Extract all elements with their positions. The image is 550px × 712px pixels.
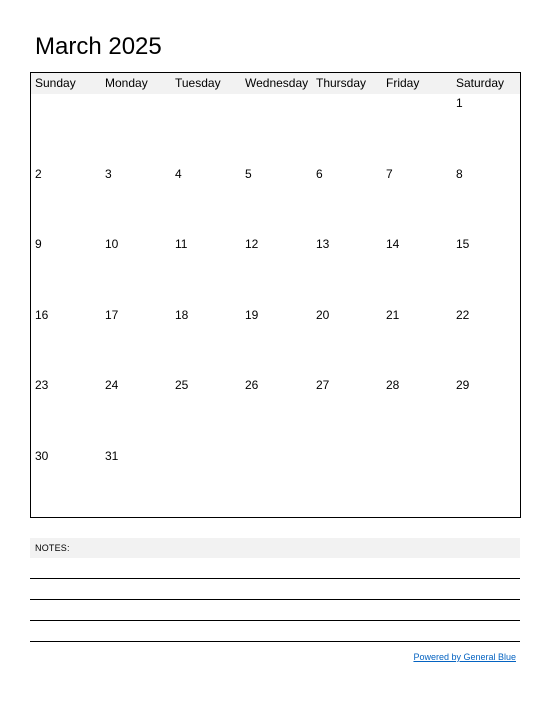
day-cell — [241, 378, 311, 448]
day-cell — [312, 96, 382, 166]
notes-line — [30, 641, 520, 642]
day-cell — [171, 308, 241, 378]
weekday-wednesday: Wednesday — [245, 76, 309, 90]
day-cell — [31, 449, 101, 519]
day-number: 4 — [175, 167, 182, 181]
day-number: 3 — [105, 167, 112, 181]
day-number: 2 — [35, 167, 42, 181]
day-number: 19 — [245, 308, 259, 322]
day-cell — [101, 167, 171, 237]
day-cell — [452, 308, 522, 378]
day-number: 31 — [105, 449, 119, 463]
day-number: 12 — [245, 237, 259, 251]
day-cell — [31, 308, 101, 378]
day-cell — [312, 378, 382, 448]
day-cell — [382, 96, 452, 166]
day-number: 7 — [386, 167, 393, 181]
day-number: 22 — [456, 308, 470, 322]
day-cell — [241, 167, 311, 237]
day-number: 6 — [316, 167, 323, 181]
day-number: 21 — [386, 308, 400, 322]
page-title: March 2025 — [35, 33, 162, 60]
day-cell — [382, 378, 452, 448]
day-number: 5 — [245, 167, 252, 181]
notes-line — [30, 620, 520, 621]
weekday-friday: Friday — [386, 76, 420, 90]
notes-label: NOTES: — [35, 543, 70, 553]
day-number: 18 — [175, 308, 189, 322]
day-number: 9 — [35, 237, 42, 251]
day-number: 26 — [245, 378, 259, 392]
day-cell — [171, 378, 241, 448]
day-cell — [312, 237, 382, 307]
day-cell — [31, 378, 101, 448]
day-cell — [452, 449, 522, 519]
weekday-sunday: Sunday — [35, 76, 76, 90]
day-cell — [31, 96, 101, 166]
day-cell — [101, 237, 171, 307]
day-cell — [382, 449, 452, 519]
day-number: 23 — [35, 378, 49, 392]
day-cell — [241, 237, 311, 307]
weekday-thursday: Thursday — [316, 76, 367, 90]
day-cell — [382, 308, 452, 378]
day-number: 28 — [386, 378, 400, 392]
calendar-grid — [30, 72, 521, 518]
day-cell — [452, 378, 522, 448]
day-number: 15 — [456, 237, 470, 251]
day-cell — [171, 237, 241, 307]
day-cell — [452, 167, 522, 237]
notes-line — [30, 578, 520, 579]
day-cell — [171, 96, 241, 166]
weekday-saturday: Saturday — [456, 76, 505, 90]
day-cell — [452, 96, 522, 166]
day-cell — [312, 308, 382, 378]
day-number: 8 — [456, 167, 463, 181]
day-cell — [241, 449, 311, 519]
day-cell — [101, 378, 171, 448]
day-number: 16 — [35, 308, 49, 322]
day-number: 13 — [316, 237, 330, 251]
day-cell — [241, 96, 311, 166]
day-number: 29 — [456, 378, 470, 392]
powered-by-link[interactable]: Powered by General Blue — [413, 652, 516, 662]
day-cell — [101, 96, 171, 166]
weekday-monday: Monday — [105, 76, 148, 90]
day-number: 20 — [316, 308, 330, 322]
day-number: 14 — [386, 237, 400, 251]
day-cell — [101, 449, 171, 519]
day-number: 24 — [105, 378, 119, 392]
weekday-tuesday: Tuesday — [175, 76, 221, 90]
day-number: 10 — [105, 237, 119, 251]
day-number: 30 — [35, 449, 49, 463]
day-number: 25 — [175, 378, 189, 392]
notes-header — [30, 538, 520, 558]
day-cell — [382, 167, 452, 237]
day-cell — [382, 237, 452, 307]
day-cell — [171, 449, 241, 519]
day-number: 27 — [316, 378, 330, 392]
day-cell — [171, 167, 241, 237]
day-cell — [312, 167, 382, 237]
notes-line — [30, 599, 520, 600]
day-number: 1 — [456, 96, 463, 110]
day-cell — [101, 308, 171, 378]
day-cell — [31, 167, 101, 237]
day-cell — [312, 449, 382, 519]
day-cell — [31, 237, 101, 307]
day-number: 17 — [105, 308, 119, 322]
day-cell — [452, 237, 522, 307]
day-cell — [241, 308, 311, 378]
weekday-header-row — [31, 73, 520, 94]
day-number: 11 — [175, 237, 188, 251]
